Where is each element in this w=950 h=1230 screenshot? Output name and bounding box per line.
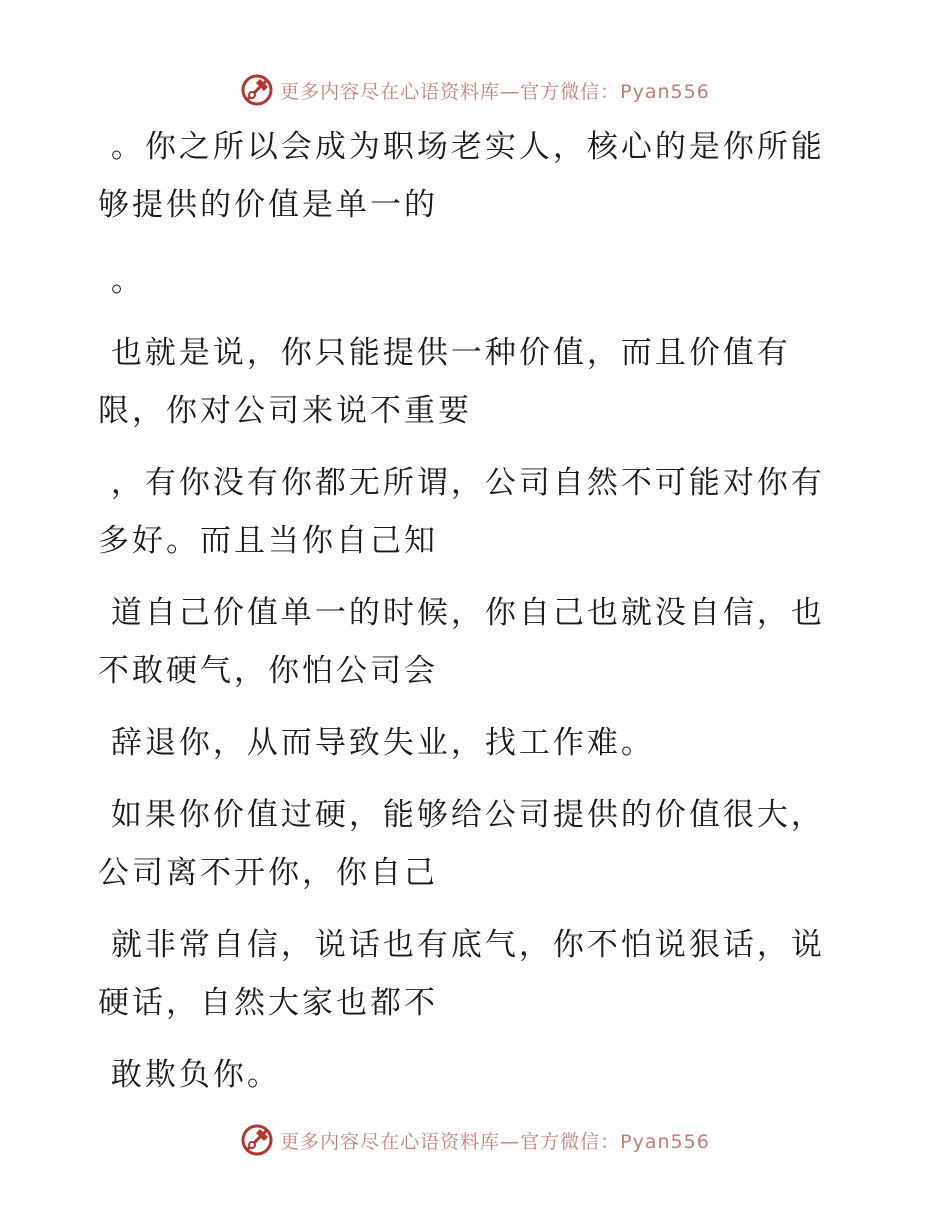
seal-logo-icon <box>240 73 274 107</box>
paragraph: 辞退你，从而导致失业，找工作难。 <box>98 725 655 761</box>
paragraph: ，有你没有你都无所谓，公司自然不可能对你有多好。而且当你自己知 <box>98 465 825 559</box>
document-body <box>98 118 828 1104</box>
paragraph: 。 <box>98 263 145 299</box>
seal-logo-icon <box>240 1123 274 1157</box>
footer-banner-text: 更多内容尽在心语资料库—官方微信：Pyan556 <box>280 1130 710 1153</box>
header-banner <box>0 70 950 110</box>
paragraph: 就非常自信，说话也有底气，你不怕说狠话，说硬话，自然大家也都不 <box>98 927 825 1021</box>
paragraph: 如果你价值过硬，能够给公司提供的价值很大，公司离不开你，你自己 <box>98 797 825 891</box>
footer-banner <box>0 1120 950 1160</box>
paragraph: 敢欺负你。 <box>98 1057 281 1093</box>
paragraph: 道自己价值单一的时候，你自己也就没自信，也不敢硬气，你怕公司会 <box>98 595 825 689</box>
paragraph: 也就是说，你只能提供一种价值，而且价值有限，你对公司来说不重要 <box>98 335 791 429</box>
header-banner-text: 更多内容尽在心语资料库—官方微信：Pyan556 <box>280 80 710 103</box>
paragraph: 。你之所以会成为职场老实人，核心的是你所能够提供的价值是单一的 <box>98 129 825 223</box>
